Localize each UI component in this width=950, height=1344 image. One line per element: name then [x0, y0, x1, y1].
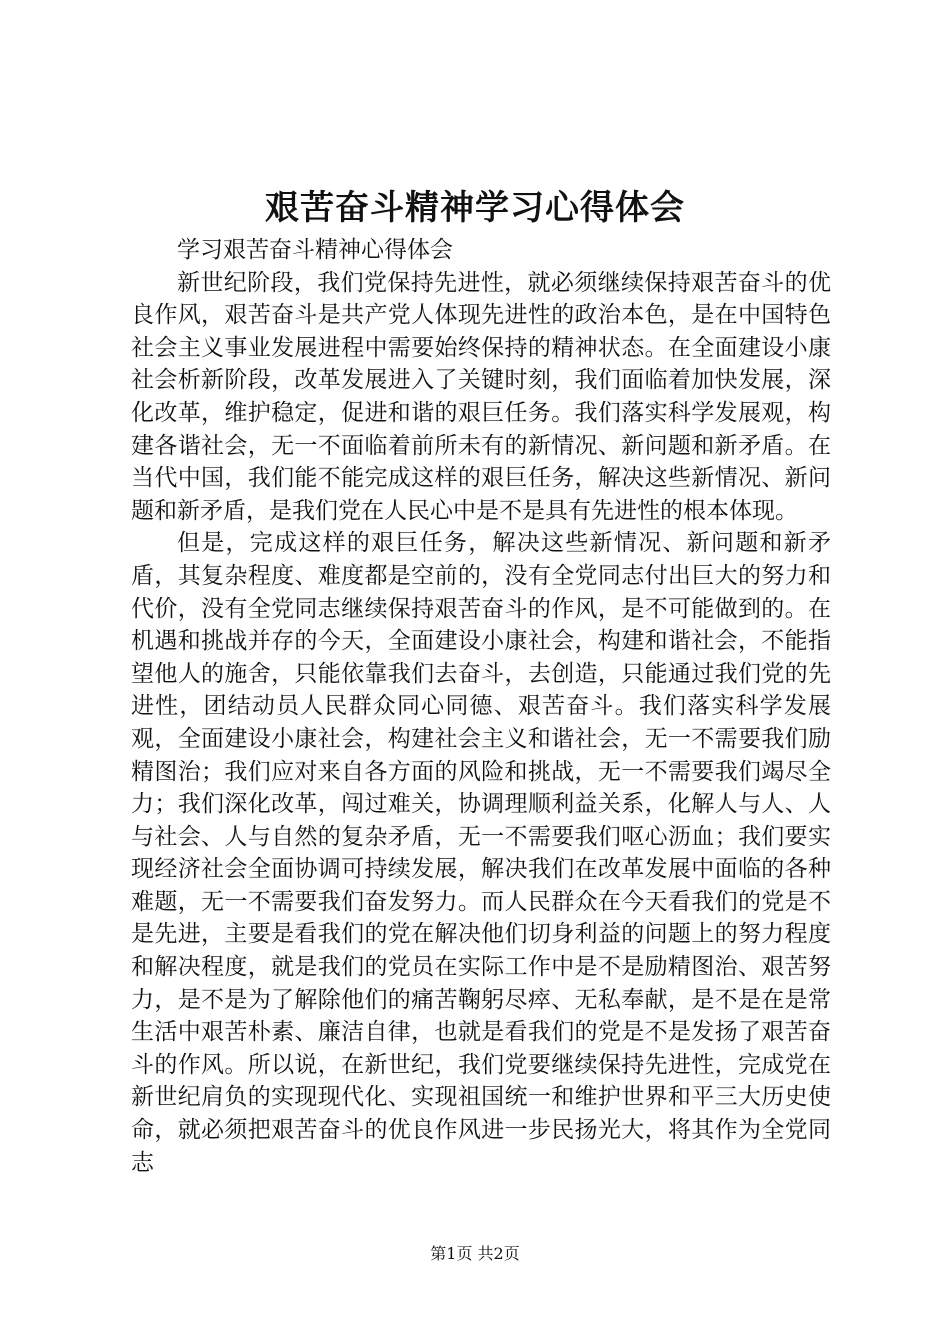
body-paragraph-1: 新世纪阶段，我们党保持先进性，就必须继续保持艰苦奋斗的优良作风，艰苦奋斗是共产党人体现先进性的政治本色，是在中国特色社会主义事业发展进程中需要始终保持的精神状态。在全面建设小康社会析新阶段，改革发展进入了关键时刻，我们面临着加快发展，深化改革，维护稳定，促进和谐的艰巨任务。我们落实科学发展观，构建各谐社会，无一不面临着前所未有的新情况、新问题和新矛盾。在当代中国，我们能不能完成这样的艰巨任务，解决这些新情况、新问题和新矛盾，是我们党在人民心中是不是具有先进性的根本体现。 [131, 269, 831, 524]
document-subheading: 学习艰苦奋斗精神心得体会 [177, 237, 453, 263]
document-body [131, 234, 831, 1179]
body-paragraph-2: 但是，完成这样的艰巨任务，解决这些新情况、新问题和新矛盾，其复杂程度、难度都是空前的，没有全党同志付出巨大的努力和代价，没有全党同志继续保持艰苦奋斗的作风，是不可能做到的。在机遇和挑战并存的今天，全面建设小康社会，构建和谐社会，不能指望他人的施舍，只能依靠我们去奋斗，去创造，只能通过我们党的先进性，团结动员人民群众同心同德、艰苦奋斗。我们落实科学发展观，全面建设小康社会，构建社会主义和谐社会，无一不需要我们励精图治；我们应对来自各方面的风险和挑战，无一不需要我们竭尽全力；我们深化改革，闯过难关，协调理顺利益关系，化解人与人、人与社会、人与自然的复杂矛盾，无一不需要我们呕心沥血；我们要实现经济社会全面协调可持续发展，解决我们在改革发展中面临的各种难题，无一不需要我们奋发努力。而人民群众在今天看我们的党是不是先进，主要是看我们的党在解决他们切身利益的问题上的努力程度和解决程度，就是我们的党员在实际工作中是不是励精图治、艰苦努力，是不是为了解除他们的痛苦鞠躬尽瘁、无私奉献，是不是在是常生活中艰苦朴素、廉洁自律，也就是看我们的党是不是发扬了艰苦奋斗的作风。所以说，在新世纪，我们党要继续保持先进性，完成党在新世纪肩负的实现现代化、实现祖国统一和维护世界和平三大历史使命，就必须把艰苦奋斗的优良作风进一步民扬光大，将其作为全党同志 [131, 530, 831, 1176]
page-number-footer: 第1页 共2页 [430, 1244, 520, 1263]
document-title: 艰苦奋斗精神学习心得体会 [265, 188, 685, 228]
